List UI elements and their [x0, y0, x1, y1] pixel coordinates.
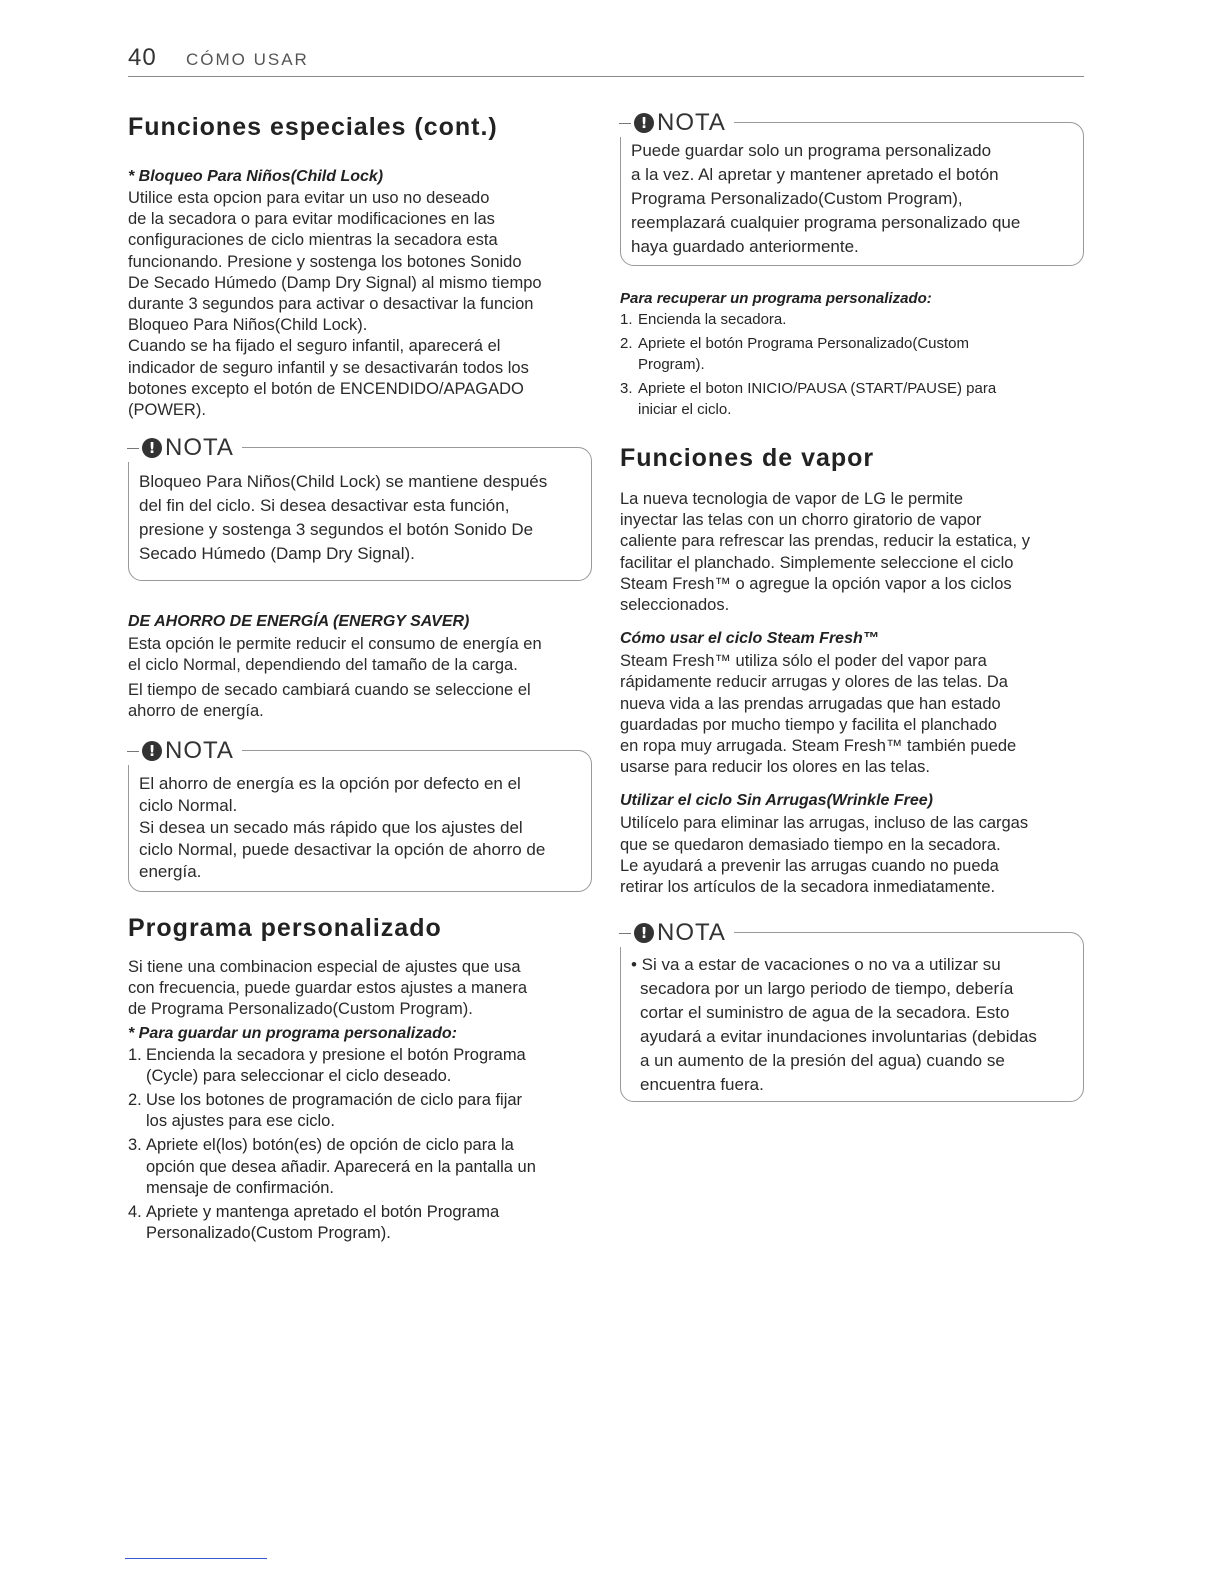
text-line: nueva vida a las prendas arrugadas que han estado: [620, 694, 1001, 713]
note-line: ciclo Normal, puede desactivar la opción de ahorro de: [139, 840, 546, 860]
text-line: caliente para refrescar las prendas, reducir la estatica, y: [620, 532, 1030, 551]
note-line: reemplazará cualquier programa personalizado que: [631, 213, 1021, 232]
step-number: 3.: [620, 380, 633, 397]
list-item: [620, 333, 1084, 375]
note-line: Puede guardar solo un programa personalizado: [631, 141, 992, 160]
note-line: Bloqueo Para Niños(Child Lock) se mantiene después: [139, 472, 548, 492]
note-box-energy: [128, 737, 592, 892]
step-line: Encienda la secadora y presione el botón Programa: [146, 1045, 526, 1064]
left-column: [128, 100, 592, 1244]
steam-fresh-text: [620, 651, 1084, 778]
step-line: Personalizado(Custom Program).: [146, 1224, 391, 1243]
text-line: de Programa Personalizado(Custom Program).: [128, 1000, 473, 1019]
warning-icon: !: [634, 923, 654, 943]
note-dash: [619, 933, 631, 934]
footer-divider: [125, 1558, 267, 1559]
step-line: Encienda la secadora.: [638, 311, 787, 328]
step-line: Apriete el(los) botón(es) de opción de ciclo para la: [146, 1136, 514, 1155]
note-line: Programa Personalizado(Custom Program),: [631, 189, 963, 208]
energy-saver-text: [128, 634, 592, 722]
step-number: 2.: [128, 1091, 142, 1110]
step-line: mensaje de confirmación.: [146, 1178, 335, 1197]
note-line: ciclo Normal.: [139, 796, 238, 816]
text-line: con frecuencia, puede guardar estos ajustes a manera: [128, 979, 527, 998]
note-box-vacation: [620, 919, 1084, 1102]
text-line: Le ayudará a prevenir las arrugas cuando no pueda: [620, 856, 999, 875]
note-box-child-lock: [128, 434, 592, 581]
text-line: facilitar el planchado. Simplemente seleccione el ciclo: [620, 553, 1014, 572]
note-line: del fin del ciclo. Si desea desactivar esta función,: [139, 496, 510, 516]
subhead-steam-fresh: Cómo usar el ciclo Steam Fresh™: [620, 630, 879, 648]
recover-steps-list: [620, 309, 1084, 420]
step-line: Apriete el botón Programa Personalizado(Custom: [638, 335, 970, 352]
list-item: [128, 1135, 592, 1199]
section-title: CÓMO USAR: [186, 50, 309, 69]
heading-custom-program: Programa personalizado: [128, 914, 442, 943]
note-line: secadora por un largo periodo de tiempo, debería: [640, 979, 1014, 999]
note-dash: [127, 751, 139, 752]
step-number: 2.: [620, 335, 633, 352]
warning-icon: !: [634, 113, 654, 133]
text-line: durante 3 segundos para activar o desactivar la funcion: [128, 295, 534, 314]
text-line: Utilícelo para eliminar las arrugas, incluso de las cargas: [620, 814, 1029, 833]
warning-icon: !: [142, 741, 162, 761]
note-line: energía.: [139, 862, 202, 882]
note-line: ayudará a evitar inundaciones involuntarias (debidas: [640, 1027, 1037, 1047]
note-line: haya guardado anteriormente.: [631, 237, 859, 256]
note-title: NOTA: [657, 919, 726, 947]
text-line: inyectar las telas con un chorro giratorio de vapor: [620, 511, 982, 530]
subhead-child-lock: * Bloqueo Para Niños(Child Lock): [128, 168, 384, 185]
step-line: (Cycle) para seleccionar el ciclo deseado.: [146, 1066, 452, 1085]
text-line: en ropa muy arrugada. Steam Fresh™ también puede: [620, 737, 1017, 756]
text-line: configuraciones de ciclo mientras la secadora esta: [128, 231, 498, 250]
note-header: [615, 919, 734, 947]
text-line: seleccionados.: [620, 596, 730, 615]
subhead-recover-program: Para recuperar un programa personalizado:: [620, 290, 932, 307]
text-line: indicador de seguro infantil y se desactivarán todos los: [128, 358, 529, 377]
text-line: Steam Fresh™ o agregue la opción vapor a los ciclos: [620, 574, 1012, 593]
list-item: [620, 309, 1084, 330]
subhead-save-program: * Para guardar un programa personalizado:: [128, 1024, 457, 1042]
warning-icon: !: [142, 438, 162, 458]
step-line: Apriete el boton INICIO/PAUSA (START/PAUSE) para: [638, 380, 997, 397]
note-title: NOTA: [657, 109, 726, 136]
step-number: 3.: [128, 1136, 142, 1155]
text-line: La nueva tecnologia de vapor de LG le permite: [620, 490, 964, 508]
note-line: Si desea un secado más rápido que los ajustes del: [139, 818, 523, 838]
note-line: cortar el suministro de agua de la secadora. Esto: [640, 1003, 1010, 1023]
text-line: (POWER).: [128, 401, 206, 420]
list-item: [128, 1090, 592, 1132]
subhead-wrinkle-free: Utilizar el ciclo Sin Arrugas(Wrinkle Free): [620, 792, 933, 810]
text-line: Si tiene una combinacion especial de ajustes que usa: [128, 958, 521, 977]
text-line: funcionando. Presione y sostenga los botones Sonido: [128, 252, 522, 271]
text-line: Bloqueo Para Niños(Child Lock).: [128, 316, 368, 335]
step-line: opción que desea añadir. Aparecerá en la pantalla un: [146, 1157, 536, 1176]
step-line: Apriete y mantenga apretado el botón Programa: [146, 1203, 500, 1222]
step-line: los ajustes para ese ciclo.: [146, 1112, 335, 1131]
note-header: [123, 434, 242, 462]
text-line: de la secadora o para evitar modificaciones en las: [128, 210, 495, 229]
heading-special-functions: Funciones especiales (cont.): [128, 113, 498, 141]
note-line: a un aumento de la presión del agua) cuando se: [640, 1051, 1005, 1071]
step-number: 4.: [128, 1203, 142, 1222]
step-line: Use los botones de programación de ciclo para fijar: [146, 1091, 523, 1110]
list-item: [620, 378, 1084, 420]
text-line: que se quedaron demasiado tiempo en la secadora.: [620, 835, 1001, 854]
page-header: [128, 44, 1084, 77]
note-line: presione y sostenga 3 segundos el botón Sonido De: [139, 520, 534, 540]
text-line: retirar los artículos de la secadora inmediatamente.: [620, 878, 996, 897]
right-column: [620, 100, 1084, 1102]
child-lock-text: [128, 188, 592, 421]
steam-intro: [620, 489, 1084, 616]
note-header: [615, 109, 734, 137]
custom-intro: [128, 957, 592, 1021]
list-item: [128, 1202, 592, 1244]
step-number: 1.: [128, 1045, 142, 1064]
note-line: encuentra fuera.: [640, 1075, 764, 1095]
note-line: • Si va a estar de vacaciones o no va a utilizar su: [631, 955, 1001, 975]
subhead-energy-saver: DE AHORRO DE ENERGÍA (ENERGY SAVER): [128, 613, 470, 631]
text-line: rápidamente reducir arrugas y olores de las telas. Da: [620, 673, 1008, 692]
step-line: iniciar el ciclo.: [638, 401, 732, 418]
text-line: De Secado Húmedo (Damp Dry Signal) al mismo tiempo: [128, 273, 542, 292]
save-steps-list: [128, 1045, 592, 1245]
text-line: guardadas por mucho tiempo y facilita el planchado: [620, 715, 997, 734]
note-line: Secado Húmedo (Damp Dry Signal).: [139, 544, 415, 564]
note-dash: [127, 448, 139, 449]
text-line: Cuando se ha fijado el seguro infantil, aparecerá el: [128, 337, 501, 356]
list-item: [128, 1045, 592, 1087]
text-line: Esta opción le permite reducir el consumo de energía en: [128, 635, 542, 654]
note-header: [123, 737, 242, 765]
text-line: Steam Fresh™ utiliza sólo el poder del vapor para: [620, 652, 987, 671]
step-line: Program).: [638, 356, 705, 373]
note-box-custom-program: [620, 109, 1084, 266]
note-dash: [619, 123, 631, 124]
text-line: Utilice esta opcion para evitar un uso no deseado: [128, 189, 490, 207]
note-title: NOTA: [165, 737, 234, 765]
text-line: ahorro de energía.: [128, 701, 264, 720]
text-line: El tiempo de secado cambiará cuando se seleccione el: [128, 680, 531, 699]
wrinkle-free-text: [620, 813, 1084, 898]
heading-steam-functions: Funciones de vapor: [620, 444, 875, 472]
step-number: 1.: [620, 311, 633, 328]
note-line: a la vez. Al apretar y mantener apretado el botón: [631, 165, 999, 184]
text-line: botones excepto el botón de ENCENDIDO/APAGADO: [128, 379, 524, 398]
note-line: El ahorro de energía es la opción por defecto en el: [139, 774, 521, 794]
note-title: NOTA: [165, 434, 234, 462]
text-line: el ciclo Normal, dependiendo del tamaño de la carga.: [128, 656, 518, 675]
page-number: 40: [128, 44, 157, 71]
text-line: usarse para reducir los olores en las telas.: [620, 758, 930, 777]
